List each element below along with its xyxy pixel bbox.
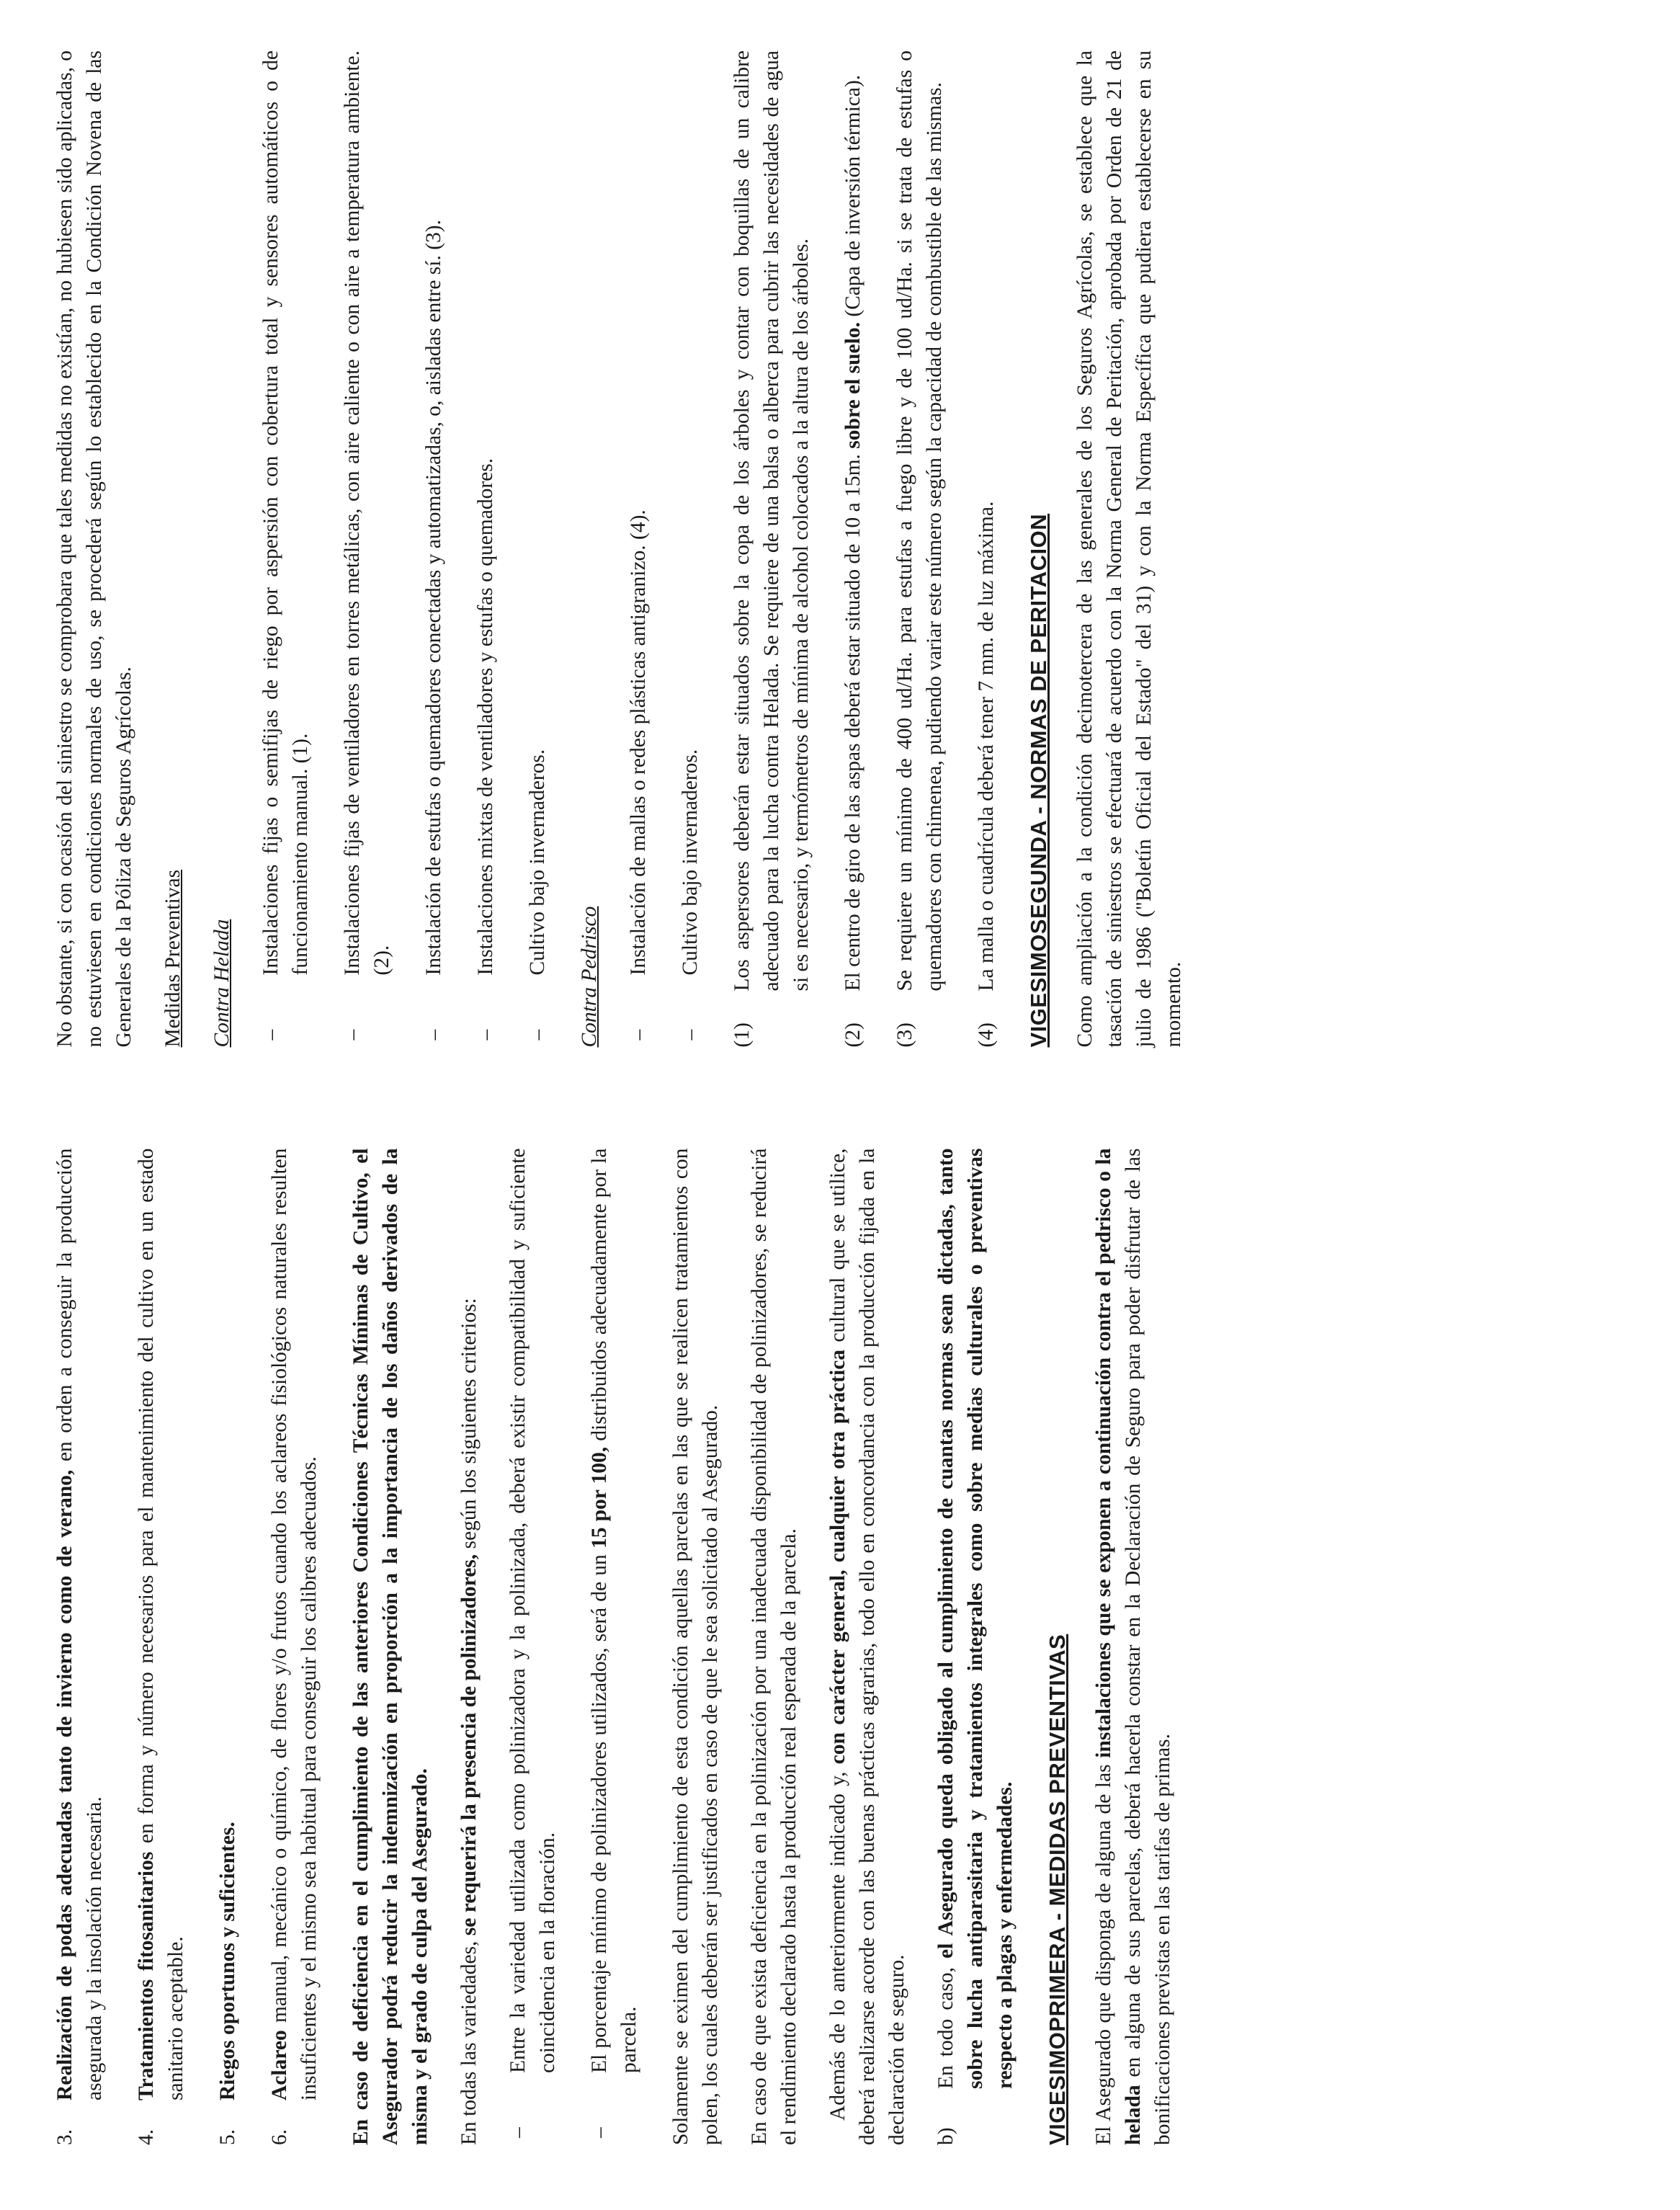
criterion-2: – El porcentaje mínimo de polinizadores utilizados, será de un 15 por 100, distribuidos adecuadamente por la parcela.	[585, 1149, 644, 2146]
list-item-4	[132, 1149, 191, 2146]
footnote-1: (1) Los aspersores deberán estar situados sobre la copa de los árboles y contar con boquillas de un calibre adecuado para la lucha contra Helada. Se requiere de una balsa o alberca para cubrir las necesidades de agua si es necesario, y termómetros de mínima de alcohol colocados a la altura de los árboles.	[730, 50, 813, 1048]
item-number: 3.	[53, 2129, 76, 2145]
exemption-paragraph: Solamente se eximen del cumplimiento de esta condición aquellas parcelas en las que se realicen tratamientos con polen, los cuales deberán ser justificados en caso de que le sea solicitado al Asegurado.	[669, 1148, 722, 2145]
pollination-paragraph: En caso de que exista deficiencia en la polinización por una inadecuada disponibilidad de polinizadores, se reducirá el rendimiento declarado hasta la producción real esperada de la parcela.	[748, 1148, 800, 2145]
deficiency-paragraph: En caso de deficiencia en el cumplimiento de las anteriores Condiciones Técnicas Mínimas de Cultivo, el Asegurador podrá reducir la indemnización en proporción a la importancia de los daños derivados de la misma y el grado de culpa del Asegurado.	[349, 1148, 432, 2145]
dash-bullet: –	[506, 2127, 530, 2138]
footnote-4: (4) La malla o cuadrícula deberá tener 7 mm. de luz máxima.	[975, 501, 998, 1048]
general-practice-paragraph: Además de lo anteriormente indicado y, con carácter general, cualquier otra práctica cultural que se utilice, deberá realizarse acorde con las buenas prácticas agrarias, todo ello en concordancia con la producción fijada en la declaración de seguro.	[826, 1148, 908, 2145]
item-bold-text: Tratamientos fitosanitarios	[135, 1851, 158, 2100]
frost-subtitle: Contra Helada	[210, 919, 233, 1048]
frost-measure: – Instalación de estufas o quemadores conectadas y automatizadas, o, aisladas entre sí. (3).	[422, 219, 445, 1041]
item-bold-text: Realización de podas adecuadas tanto de invierno como de verano,	[53, 1469, 76, 2100]
criterion-text: Entre la variedad utilizada como polinizadora y la polinizada, deberá existir compatibilidad y suficiente coincidencia en la floración.	[506, 1148, 559, 2073]
intro-paragraph: No obstante, si con ocasión del siniestro se comprobara que tales medidas no existían, no hubiesen sido aplicadas, o no estuviesen en condiciones normales de uso, se procederá según lo establecido en la Condición Novena de las Generales de la Póliza de Seguros Agrícolas.	[53, 50, 135, 1048]
footnote-2: (2) El centro de giro de las aspas deberá estar situado de 10 a 15m. sobre el suelo. (Capa de inversión térmica).	[841, 74, 864, 1048]
item-number: 4.	[135, 2129, 158, 2145]
item-bold-text: Riegos oportunos y suficientes.	[216, 1822, 239, 2100]
right-column	[50, 50, 1637, 1098]
list-item-6	[265, 1149, 324, 2146]
list-item-b: b) En todo caso, el Asegurado queda obligado al cumplimiento de cuantas normas sean dictadas, tanto sobre lucha antiparasitaria y tratamientos integrales como sobre medias culturales o preventivas respecto a plagas y enfermedades.	[931, 1149, 1020, 2146]
section-22-paragraph: Como ampliación a la condición decimotercera de las generales de los Seguros Agrícolas, se establece que la tasación de siniestros se efectuará de acuerdo con la Norma General de Peritación, aprobada por Orden de 21 de julio de 1986 ("Boletín Oficial del Estado" del 31) y con la Norma Específica que pudiera establecerse en su momento.	[1073, 50, 1185, 1048]
frost-measure: – Instalaciones fijas o semifijas de riego por aspersión con cobertura total y sensores automáticos o de funcionamiento manual. (1).	[259, 50, 312, 1041]
section-heading-22: VIGESIMOSEGUNDA - NORMAS DE PERITACION	[1026, 513, 1051, 1048]
frost-measure: – Instalaciones fijas de ventiladores en torres metálicas, con aire caliente o con aire a temperatura ambiente. (2).	[341, 50, 393, 1041]
list-item-3	[50, 1149, 110, 2146]
item-bold-text: Aclareo	[268, 2030, 291, 2100]
varieties-paragraph: En todas las variedades, se requerirá la presencia de polinizadores, según los siguientes criterios:	[457, 1298, 481, 2145]
footnote-3: (3) Se requiere un mínimo de 400 ud/Ha. para estufas a fuego libre y de 100 ud/Ha. si se trata de estufas o quemadores con chimenea, pudiendo variar este número según la capacidad de combustible de las mismas.	[893, 50, 946, 1048]
hail-measure: – Instalación de mallas o redes plásticas antigranizo. (4).	[627, 509, 650, 1041]
item-text: manual, mecánico o químico, de flores y/o frutos cuando los aclareos fisiológicos naturales resulten insuficientes y el mismo sea habitual para conseguir los calibres adecuados.	[268, 1148, 321, 2100]
list-item-5	[213, 1149, 243, 2146]
item-text: en forma y número necesarios para el mantenimiento del cultivo en un estado sanitario aceptable.	[135, 1148, 187, 2100]
item-number: 6.	[268, 2129, 291, 2145]
preventive-measures-title: Medidas Preventivas	[161, 869, 184, 1048]
criterion-1	[504, 1149, 563, 2146]
left-column	[50, 1098, 1637, 2146]
hail-measure: – Cultivo bajo invernaderos.	[679, 749, 702, 1041]
dash-bullet: –	[588, 2127, 611, 2138]
frost-measure: – Instalaciones mixtas de ventiladores y estufas o quemadores.	[474, 458, 497, 1041]
section-heading-21: VIGESIMOPRIMERA - MEDIDAS PREVENTIVAS	[1045, 1634, 1070, 2145]
item-text: en orden a conseguir la producción asegurada y la insolación necesaria.	[53, 1148, 106, 2100]
hail-subtitle: Contra Pedrisco	[578, 906, 601, 1048]
section-21-paragraph: El Asegurado que disponga de alguna de las instalaciones que se exponen a continuación contra el pedrisco o la helada en alguna de sus parcelas, deberá hacerla constar en la Declaración de Seguro para poder disfrutar de las bonificaciones previstas en las tarifas de primas.	[1092, 1148, 1174, 2145]
item-letter: b)	[934, 2127, 957, 2145]
frost-measure: – Cultivo bajo invernaderos.	[526, 749, 549, 1041]
item-number: 5.	[216, 2129, 239, 2145]
